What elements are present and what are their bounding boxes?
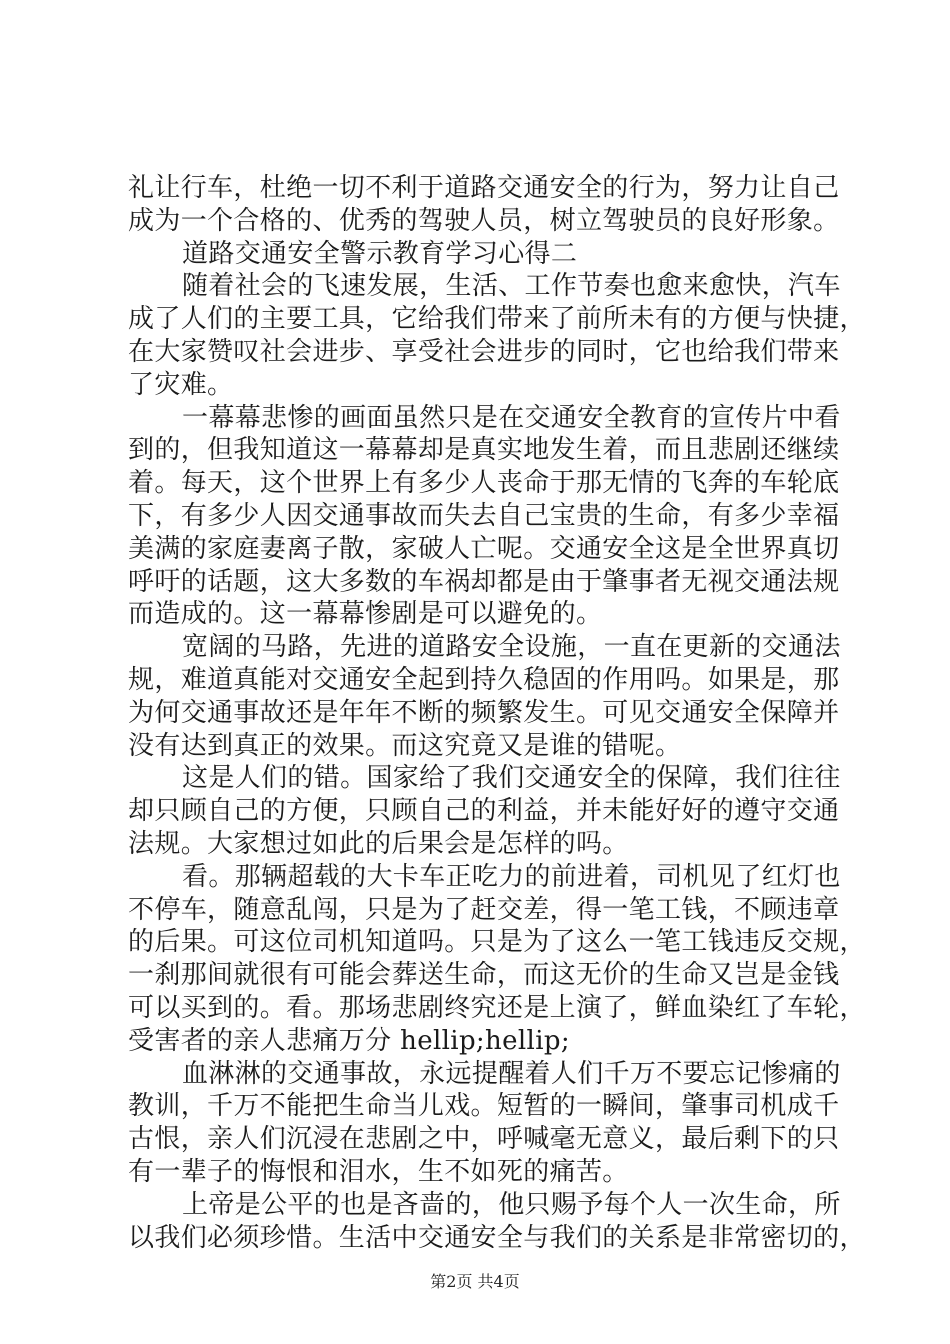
text-line: 而造成的。这一幕幕惨剧是可以避免的。	[128, 599, 603, 630]
text-line: 以我们必须珍惜。生活中交通安全与我们的关系是非常密切的，	[128, 1222, 866, 1253]
text-line: 道路交通安全警示教育学习心得二	[182, 238, 578, 269]
text-line: 随着社会的飞速发展，生活、工作节奏也愈来愈快，汽车	[182, 271, 841, 302]
text-line: 法规。大家想过如此的后果会是怎样的吗。	[128, 828, 629, 859]
text-line: 规，难道真能对交通安全起到持久稳固的作用吗。如果是，那	[128, 664, 840, 695]
text-line: 有一辈子的悔恨和泪水，生不如死的痛苦。	[128, 1156, 629, 1187]
text-line: 宽阔的马路，先进的道路安全设施，一直在更新的交通法	[182, 632, 841, 663]
text-line: 礼让行车，杜绝一切不利于道路交通安全的行为，努力让自己	[128, 173, 840, 203]
text-line: 着。每天，这个世界上有多少人丧命于那无情的飞奔的车轮底	[128, 468, 840, 499]
text-line: 美满的家庭妻离子散，家破人亡呢。交通安全这是全世界真切	[128, 533, 840, 564]
text-line: 呼吁的话题，这大多数的车祸却都是由于肇事者无视交通法规	[128, 566, 840, 597]
text-line: 成为一个合格的、优秀的驾驶人员，树立驾驶员的良好形象。	[128, 205, 840, 236]
text-line: 受害者的亲人悲痛万分 hellip;hellip;	[128, 1025, 570, 1056]
text-line: 可以买到的。看。那场悲剧终究还是上演了，鲜血染红了车轮，	[128, 992, 866, 1023]
text-line: 看。那辆超载的大卡车正吃力的前进着，司机见了红灯也	[182, 861, 841, 892]
text-line: 血淋淋的交通事故，永远提醒着人们千万不要忘记惨痛的	[182, 1058, 841, 1089]
text-line: 在大家赞叹社会进步、享受社会进步的同时，它也给我们带来	[128, 336, 840, 367]
text-line: 没有达到真正的效果。而这究竟又是谁的错呢。	[128, 730, 682, 761]
text-line: 却只顾自己的方便，只顾自己的利益，并未能好好的遵守交通	[128, 796, 840, 827]
document-body	[128, 172, 866, 1254]
text-line: 这是人们的错。国家给了我们交通安全的保障，我们往往	[182, 763, 841, 794]
text-line: 一幕幕悲惨的画面虽然只是在交通安全教育的宣传片中看	[182, 402, 841, 433]
text-line: 为何交通事故还是年年不断的频繁发生。可见交通安全保障并	[128, 697, 840, 728]
text-line: 成了人们的主要工具，它给我们带来了前所未有的方便与快捷，	[128, 304, 866, 335]
text-line: 上帝是公平的也是吝啬的，他只赐予每个人一次生命，所	[182, 1189, 841, 1220]
text-line: 到的，但我知道这一幕幕却是真实地发生着，而且悲剧还继续	[128, 435, 840, 466]
text-line: 的后果。可这位司机知道吗。只是为了这么一笔工钱违反交规，	[128, 927, 866, 958]
text-line: 不停车，随意乱闯，只是为了赶交差，得一笔工钱，不顾违章	[128, 894, 840, 925]
text-line: 教训，千万不能把生命当儿戏。短暂的一瞬间，肇事司机成千	[128, 1091, 840, 1122]
text-line: 一刹那间就很有可能会葬送生命，而这无价的生命又岂是金钱	[128, 960, 840, 991]
text-line: 了灾难。	[128, 369, 234, 400]
text-line: 古恨，亲人们沉浸在悲剧之中，呼喊毫无意义，最后剩下的只	[128, 1124, 840, 1155]
text-line: 下，有多少人因交通事故而失去自己宝贵的生命，有多少幸福	[128, 500, 840, 531]
page-number-footer: 第2页 共4页	[430, 1272, 520, 1291]
